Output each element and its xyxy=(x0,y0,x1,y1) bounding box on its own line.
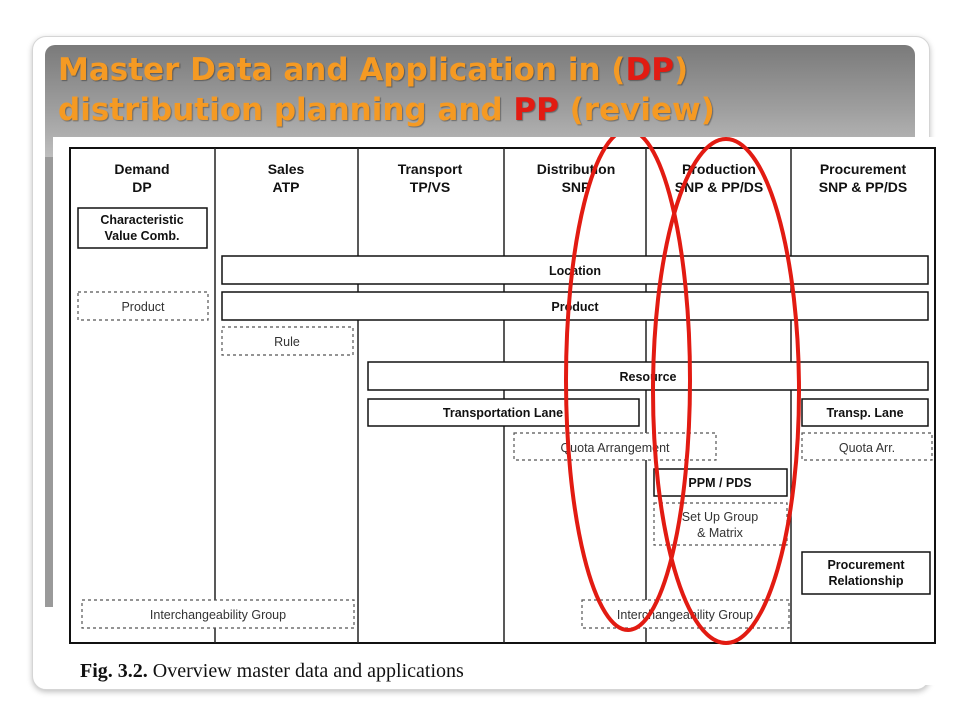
column-header-demand-sub: DP xyxy=(132,179,152,195)
title-line2-end: (review) xyxy=(558,92,715,128)
caption-text: Overview master data and applications xyxy=(147,660,464,682)
product-demand-label: Product xyxy=(121,300,165,314)
quota-arr-label: Quota Arr. xyxy=(838,441,896,455)
column-header-transport-sub: TP/VS xyxy=(409,179,451,195)
product-label: Product xyxy=(551,300,599,314)
slide-title xyxy=(58,50,908,130)
interchangeability-group-left-label: Interchangeability Group xyxy=(149,608,287,622)
master-data-diagram xyxy=(53,137,940,685)
column-header-distribution-sub: SNP xyxy=(561,179,591,195)
title-line1-end: ) xyxy=(673,52,689,88)
characteristic-label-1: Characteristic xyxy=(100,213,184,227)
title-line1-text: Master Data and Application in ( xyxy=(58,52,626,88)
setup-group-label-2: & Matrix xyxy=(697,526,743,540)
quota-arrangement-label: Quota Arrangement xyxy=(560,441,670,455)
column-header-transport: Transport xyxy=(397,161,463,177)
column-header-production: Production xyxy=(682,161,756,177)
transp-lane-label: Transp. Lane xyxy=(826,406,904,420)
interchangeability-group-right-label: Interchangeability Group xyxy=(616,608,754,622)
column-header-sales-sub: ATP xyxy=(272,179,300,195)
highlight-ellipse-production xyxy=(653,139,799,643)
column-header-sales: Sales xyxy=(267,161,305,177)
column-header-demand: Demand xyxy=(114,161,170,177)
title-line2-text: distribution planning and xyxy=(58,92,514,128)
caption-fig-number: Fig. 3.2. xyxy=(80,660,148,682)
resource-label: Resource xyxy=(619,370,677,384)
characteristic-label-2: Value Comb. xyxy=(104,229,180,243)
location-label: Location xyxy=(548,264,602,278)
title-highlight-pp: PP xyxy=(513,92,559,128)
procurement-relationship-label-1: Procurement xyxy=(827,558,905,572)
procurement-relationship-label-2: Relationship xyxy=(828,574,904,588)
title-line-1 xyxy=(58,50,908,90)
transportation-lane-label: Transportation Lane xyxy=(442,406,564,420)
setup-group-label-1: Set Up Group xyxy=(681,510,759,524)
column-header-procurement: Procurement xyxy=(819,161,907,177)
ppm-pds-label: PPM / PDS xyxy=(688,476,752,490)
master-data-figure xyxy=(53,137,940,685)
rule-label: Rule xyxy=(274,335,300,349)
column-header-production-sub: SNP & PP/DS xyxy=(674,179,764,195)
column-header-distribution: Distribution xyxy=(536,161,616,177)
figure-caption xyxy=(80,660,464,683)
title-highlight-dp: DP xyxy=(625,52,674,88)
title-line-2 xyxy=(58,90,908,130)
column-header-procurement-sub: SNP & PP/DS xyxy=(818,179,908,195)
